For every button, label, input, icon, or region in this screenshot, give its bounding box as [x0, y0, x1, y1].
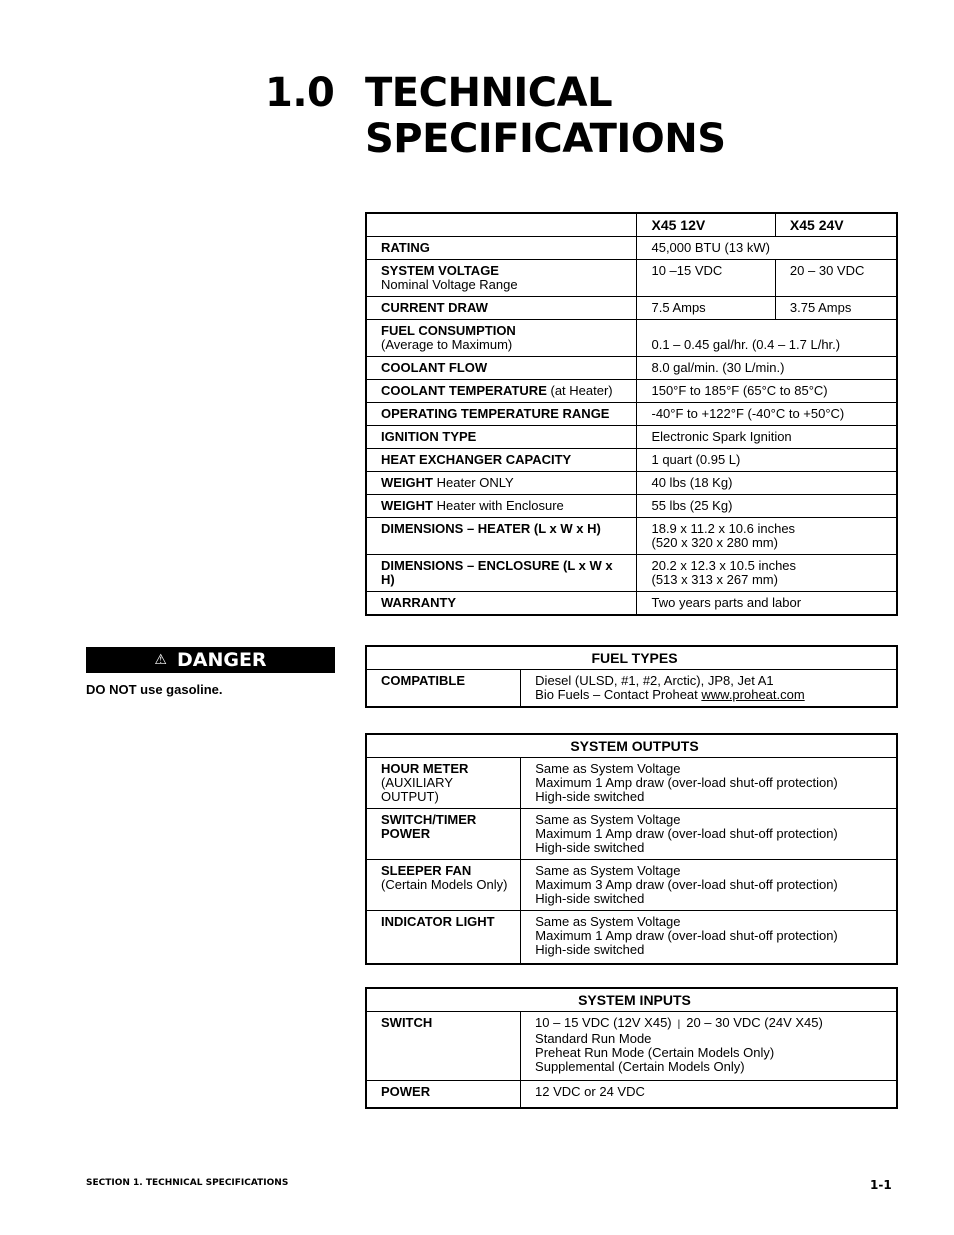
fuel-types-title: FUEL TYPES — [366, 646, 897, 670]
table-row: COOLANT FLOW 8.0 gal/min. (30 L/min.) — [366, 357, 897, 380]
footer-section: SECTION 1. TECHNICAL SPECIFICATIONS — [86, 1178, 289, 1188]
table-row: HOUR METER (AUXILIARY OUTPUT) Same as System Voltage Maximum 1 Amp draw (over-load shut-off protection) High-side switched — [366, 758, 897, 809]
table-row: WEIGHT Heater ONLY 40 lbs (18 Kg) — [366, 472, 897, 495]
table-row: SWITCH/TIMER POWER Same as System Voltage Maximum 1 Amp draw (over-load shut-off protection) High-side switched — [366, 809, 897, 860]
table-row: SWITCH 10 – 15 VDC (12V X45) | 20 – 30 VDC (24V X45) Standard Run Mode Preheat Run Mode (Certain Models Only) Supplemental (Certain Models Only) — [366, 1012, 897, 1081]
table-row: FUEL CONSUMPTION (Average to Maximum) 0.1 – 0.45 gal/hr. (0.4 – 1.7 L/hr.) — [366, 320, 897, 357]
title-line-2: SPECIFICATIONS — [365, 116, 726, 162]
table-row: WEIGHT Heater with Enclosure 55 lbs (25 Kg) — [366, 495, 897, 518]
danger-text: DO NOT use gasoline. — [86, 682, 223, 697]
specs-table — [365, 212, 898, 616]
system-inputs-title: SYSTEM INPUTS — [366, 988, 897, 1012]
danger-label: DANGER — [176, 649, 267, 671]
table-row: DIMENSIONS – HEATER (L x W x H) 18.9 x 11.2 x 10.6 inches (520 x 320 x 280 mm) — [366, 518, 897, 555]
warning-triangle-icon: ⚠ — [154, 652, 167, 668]
table-row: CURRENT DRAW 7.5 Amps 3.75 Amps — [366, 297, 897, 320]
table-row: RATING 45,000 BTU (13 kW) — [366, 237, 897, 260]
danger-banner — [86, 647, 335, 673]
table-row: WARRANTY Two years parts and labor — [366, 592, 897, 616]
table-row: SLEEPER FAN (Certain Models Only) Same as System Voltage Maximum 3 Amp draw (over-load shut-off protection) High-side switched — [366, 860, 897, 911]
table-row: SYSTEM VOLTAGE Nominal Voltage Range 10 –15 VDC 20 – 30 VDC — [366, 260, 897, 297]
table-row: POWER 12 VDC or 24 VDC — [366, 1081, 897, 1109]
table-row: OPERATING TEMPERATURE RANGE -40°F to +122°F (-40°C to +50°C) — [366, 403, 897, 426]
table-row: INDICATOR LIGHT Same as System Voltage Maximum 1 Amp draw (over-load shut-off protection) High-side switched — [366, 911, 897, 965]
title-line-1: TECHNICAL — [365, 70, 613, 116]
section-number: 1.0 — [265, 70, 335, 116]
page-number: 1-1 — [870, 1178, 892, 1192]
system-outputs-title: SYSTEM OUTPUTS — [366, 734, 897, 758]
separator: | — [677, 1019, 681, 1030]
col-x45-12v: X45 12V — [637, 213, 775, 237]
fuel-types-table — [365, 645, 898, 708]
col-x45-24v: X45 24V — [775, 213, 897, 237]
table-row: DIMENSIONS – ENCLOSURE (L x W x H) 20.2 x 12.3 x 10.5 inches (513 x 313 x 267 mm) — [366, 555, 897, 592]
specs-header-row — [366, 213, 897, 237]
system-inputs-table — [365, 987, 898, 1109]
table-row: IGNITION TYPE Electronic Spark Ignition — [366, 426, 897, 449]
table-row: COMPATIBLE Diesel (ULSD, #1, #2, Arctic), JP8, Jet A1 Bio Fuels – Contact Proheat www.proheat.com — [366, 670, 897, 708]
system-outputs-table — [365, 733, 898, 965]
proheat-link[interactable]: www.proheat.com — [701, 687, 805, 702]
table-row: COOLANT TEMPERATURE (at Heater) 150°F to 185°F (65°C to 85°C) — [366, 380, 897, 403]
table-row: HEAT EXCHANGER CAPACITY 1 quart (0.95 L) — [366, 449, 897, 472]
